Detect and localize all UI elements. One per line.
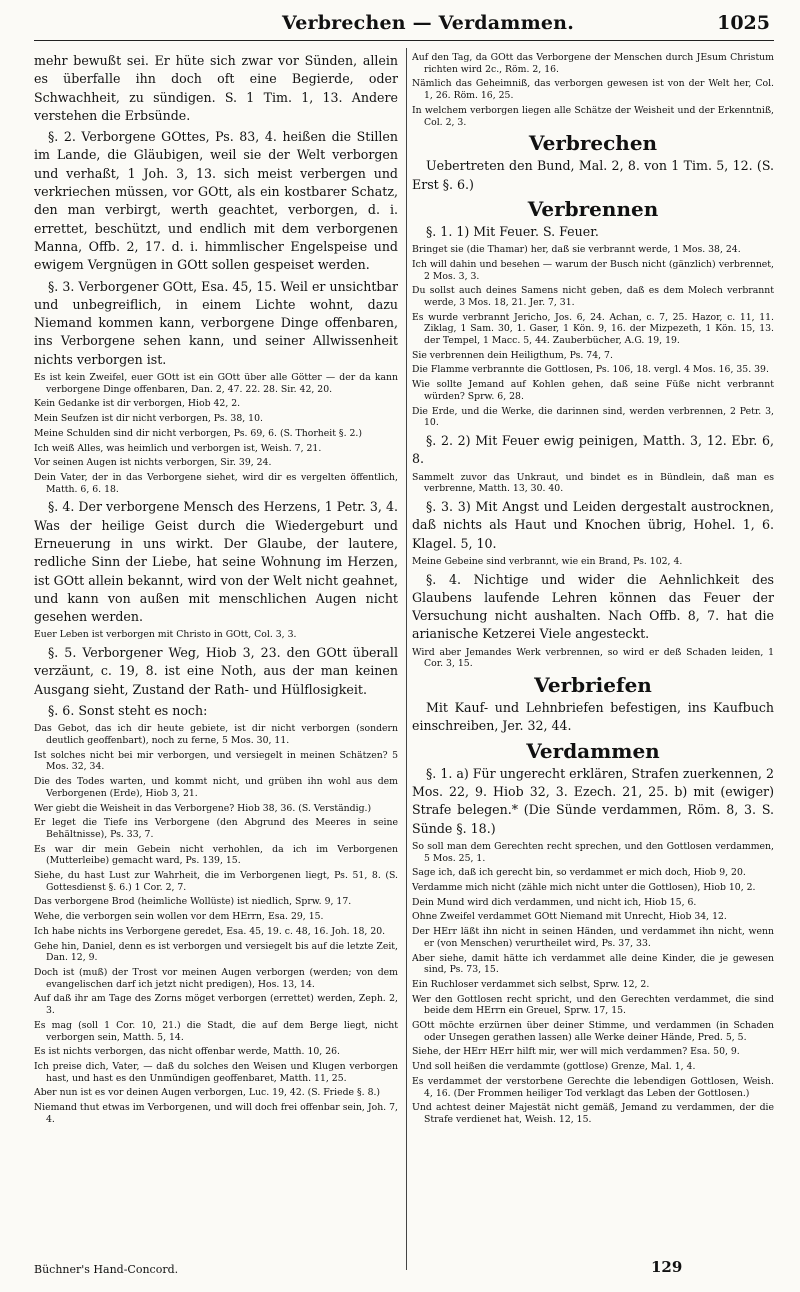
- paragraph: §. 5. Verborgener Weg, Hiob 3, 23. den GOtt überall verzäunt, c. 19, 8. ist eine Noth, aus der man keinen Ausgang sieht, Zustand der Rath- und Hülflosigkeit.: [34, 645, 398, 697]
- citation: In welchem verborgen liegen alle Schätze der Weisheit und der Erkenntniß, Col. 2, 3.: [412, 104, 774, 128]
- citation: Doch ist (muß) der Trost vor meinen Augen verborgen (werden; von dem evangelischen darf ich jetzt nicht predigen), Hos. 13, 14.: [34, 967, 398, 990]
- citation: Das verborgene Brod (heimliche Wollüste) ist niedlich, Sprw. 9, 17.: [34, 896, 352, 908]
- citation: Meine Schulden sind dir nicht verborgen, Ps. 69, 6. (S. Thorheit §. 2.): [34, 427, 362, 439]
- citation: Ich habe nichts ins Verborgene geredet, Esa. 45, 19. c. 48, 16. Joh. 18, 20.: [34, 925, 386, 937]
- paragraph: §. 4. Der verborgene Mensch des Herzens, 1 Petr. 3, 4. Was der heilige Geist durch die Wiedergeburt und Erneuerung in uns wirkt. Der Glaube, der lautere, redliche Sinn der Liebe, hat seine Wohnung im Herzen, ist GOtt allein bekannt, wird von der Welt nicht geahnet, und kann von außen mit menschlichen Augen nicht gesehen werden.: [34, 499, 398, 625]
- paragraph: Mit Kauf- und Lehnbriefen befestigen, ins Kaufbuch einschreiben, Jer. 32, 44.: [412, 700, 774, 734]
- citation: Er leget die Tiefe ins Verborgene (den Abgrund des Meeres in seine Behältnisse), Ps. 33, 7.: [34, 817, 398, 840]
- citation: Sie verbrennen dein Heiligthum, Ps. 74, 7.: [412, 349, 613, 361]
- citation: Wer giebt die Weisheit in das Verborgene? Hiob 38, 36. (S. Verständig.): [34, 802, 372, 814]
- paragraph: §. 3. 3) Mit Angst und Leiden dergestalt austrocknen, daß nichts als Haut und Knochen übrig, Hohel. 1, 6. Klagel. 5, 10.: [412, 498, 774, 551]
- entry-heading: Verbrechen: [528, 131, 658, 156]
- citation: Meine Gebeine sind verbrannt, wie ein Brand, Ps. 102, 4.: [412, 555, 683, 567]
- paragraph: §. 3. Verborgener GOtt, Esa. 45, 15. Weil er unsichtbar und unbegreiflich, in einem Lichte wohnt, dazu Niemand kommen kann, verborgene Dinge offenbaren, ins Verborgene sehen kann, und seiner Allwissenheit nichts verborgen ist.: [34, 278, 398, 367]
- running-head-title: Verbrechen — Verdammen.: [282, 12, 575, 34]
- paragraph: §. 1. 1) Mit Feuer. S. Feuer.: [426, 223, 599, 239]
- citation: Ist solches nicht bei mir verborgen, und versiegelt in meinen Schätzen? 5 Mos. 32, 34.: [34, 749, 398, 773]
- citation: Es war dir mein Gebein nicht verhohlen, da ich im Verborgenen (Mutterleibe) gemacht ward, Ps. 139, 15.: [34, 843, 398, 867]
- citation: Es ist kein Zweifel, euer GOtt ist ein GOtt über alle Götter — der da kann verborgene Dinge offenbaren, Dan. 2, 47. 22. 28. Sir. 42, 20.: [34, 372, 398, 395]
- citation: Ich preise dich, Vater, — daß du solches den Weisen und Klugen verborgen hast, und hast es den Unmündigen geoffenbaret, Matth. 11, 25.: [34, 1060, 398, 1084]
- citation: Siehe, der HErr HErr hilft mir, wer will mich verdammen? Esa. 50, 9.: [412, 1046, 740, 1058]
- page-header: [34, 12, 770, 38]
- citation: Die des Todes warten, und kommt nicht, und grüben ihn wohl aus dem Verborgenen (Erde), Hiob 3, 21.: [34, 776, 398, 799]
- citation: Wird aber Jemandes Werk verbrennen, so wird er deß Schaden leiden, 1 Cor. 3, 15.: [412, 646, 774, 670]
- paragraph: Uebertreten den Bund, Mal. 2, 8. von 1 Tim. 5, 12. (S. Erst §. 6.): [412, 158, 774, 192]
- citation: Euer Leben ist verborgen mit Christo in GOtt, Col. 3, 3.: [34, 629, 297, 641]
- citation: Dein Mund wird dich verdammen, und nicht ich, Hiob 15, 6.: [412, 896, 697, 908]
- citation: Ohne Zweifel verdammet GOtt Niemand mit Unrecht, Hiob 34, 12.: [412, 911, 727, 923]
- paragraph: §. 6. Sonst steht es noch:: [48, 703, 208, 719]
- citation: Niemand thut etwas im Verborgenen, und will doch frei offenbar sein, Joh. 7, 4.: [34, 1102, 398, 1125]
- citation: Nämlich das Geheimniß, das verborgen gewesen ist von der Welt her, Col. 1, 26. Röm. 16, 25.: [412, 78, 774, 102]
- citation: Du sollst auch deines Samens nicht geben, daß es dem Molech verbrannt werde, 3 Mos. 18, 21. Jer. 7, 31.: [412, 285, 774, 308]
- citation: Auf daß ihr am Tage des Zorns möget verborgen (errettet) werden, Zeph. 2, 3.: [34, 993, 398, 1017]
- footer-signature: Büchner's Hand-Concord.: [34, 1263, 179, 1276]
- citation: Auf den Tag, da GOtt das Verborgene der Menschen durch JEsum Christum richten wird 2c., Röm. 2, 16.: [412, 52, 774, 75]
- citation: Sage ich, daß ich gerecht bin, so verdammet er mich doch, Hiob 9, 20.: [412, 867, 746, 879]
- paragraph: mehr bewußt sei. Er hüte sich zwar vor Sünden, allein es überfalle ihn doch oft eine Begierde, oder Schwachheit, zu sündigen. S. 1 Tim. 1, 13. Andere verstehen die Erbsünde.: [34, 53, 398, 123]
- citation: Wehe, die verborgen sein wollen vor dem HErrn, Esa. 29, 15.: [34, 911, 324, 923]
- citation: Verdamme mich nicht (zähle mich nicht unter die Gottlosen), Hiob 10, 2.: [412, 882, 756, 894]
- entry-heading: Verbrennen: [527, 196, 659, 221]
- citation: Siehe, du hast Lust zur Wahrheit, die im Verborgenen liegt, Ps. 51, 8. (S. Gottesdienst §. 6.) 1 Cor. 2, 7.: [34, 870, 398, 893]
- citation: Ich will dahin und besehen — warum der Busch nicht (gänzlich) verbrennet, 2 Mos. 3, 3.: [412, 258, 774, 282]
- citation: Die Erde, und die Werke, die darinnen sind, werden verbrennen, 2 Petr. 3, 10.: [412, 405, 774, 429]
- column-separator: [406, 48, 407, 1270]
- citation: So soll man dem Gerechten recht sprechen, und den Gottlosen verdammen, 5 Mos. 25, 1.: [412, 840, 774, 864]
- citation: Das Gebot, das ich dir heute gebiete, ist dir nicht verborgen (sondern deutlich geoffenbart), noch zu ferne, 5 Mos. 30, 11.: [34, 723, 398, 747]
- citation: Wie sollte Jemand auf Kohlen gehen, daß seine Füße nicht verbrannt würden? Sprw. 6, 28.: [412, 379, 774, 402]
- citation: Mein Seufzen ist dir nicht verborgen, Ps. 38, 10.: [34, 413, 263, 425]
- paragraph: §. 4. Nichtige und wider die Aehnlichkeit des Glaubens laufende Lehren können das Feuer der Versuchung nicht aushalten. Nach Offb. 8, 7. hat die arianische Ketzerei Viele angesteckt.: [412, 571, 774, 642]
- citation: Es wurde verbrannt Jericho, Jos. 6, 24. Achan, c. 7, 25. Hazor, c. 11, 11. Ziklag, 1 Sam. 30, 1. Gaser, 1 Kön. 9, 16. der Mizpezeth, 1 Kön. 15, 13. der Tempel, 1 Macc. 5, 44. Zauberbücher, A.G. 19, 19.: [412, 311, 774, 347]
- citation: Es verdammet der verstorbene Gerechte die lebendigen Gottlosen, Weish. 4, 16. (Der Frommen heiliger Tod verklagt das Leben der Gottlosen.): [412, 1075, 774, 1099]
- citation: Gehe hin, Daniel, denn es ist verborgen und versiegelt bis auf die letzte Zeit, Dan. 12, 9.: [34, 940, 398, 964]
- entry-heading: Verdammen: [526, 738, 660, 763]
- page-number: 1025: [717, 12, 770, 34]
- entry-heading: Verbriefen: [534, 673, 652, 698]
- header-rule: [34, 40, 774, 41]
- citation: Ich weiß Alles, was heimlich und verborgen ist, Weish. 7, 21.: [34, 442, 322, 454]
- citation: Der HErr läßt ihn nicht in seinen Händen, und verdammet ihn nicht, wenn er (von Menschen) verurtheilet wird, Ps. 37, 33.: [412, 926, 774, 949]
- right-column: [412, 52, 774, 1256]
- citation: Es mag (soll 1 Cor. 10, 21.) die Stadt, die auf dem Berge liegt, nicht verborgen sein, Matth. 5, 14.: [34, 1019, 398, 1043]
- citation: Und achtest deiner Majestät nicht gemäß, Jemand zu verdammen, der die Strafe verdienet hat, Weish. 12, 15.: [412, 1102, 774, 1125]
- citation: GOtt möchte erzürnen über deiner Stimme, und verdammen (in Schaden oder Unsegen gerathen lassen) alle Werke deiner Hände, Pred. 5, 5.: [412, 1020, 774, 1043]
- paragraph: §. 2. 2) Mit Feuer ewig peinigen, Matth. 3, 12. Ebr. 6, 8.: [412, 432, 774, 467]
- paragraph: §. 2. Verborgene GOttes, Ps. 83, 4. heißen die Stillen im Lande, die Gläubigen, weil sie der Welt verborgen und verhaßt, 1 Joh. 3, 13. sich meist verbergen und verkriechen müssen, vor GOtt, als ein kostbarer Schatz, den man verbirgt, werth geachtet, verborgen, d. i. errettet, beschützt, und endlich mit dem verborgenen Manna, Offb. 2, 17. d. i. himmlischer Engelspeise und ewigem Vergnügen in GOtt sollen gespeiset werden.: [34, 129, 398, 273]
- citation: Bringet sie (die Thamar) her, daß sie verbrannt werde, 1 Mos. 38, 24.: [412, 244, 741, 256]
- citation: Es ist nichts verborgen, das nicht offenbar werde, Matth. 10, 26.: [34, 1046, 340, 1058]
- citation: Aber siehe, damit hätte ich verdammet alle deine Kinder, die je gewesen sind, Ps. 73, 15.: [412, 952, 774, 976]
- paragraph: §. 1. a) Für ungerecht erklären, Strafen zuerkennen, 2 Mos. 22, 9. Hiob 32, 3. Ezech. 21, 25. b) mit (ewiger) Strafe belegen.* (Die Sünde verdammen, Röm. 8, 3. S. Sünde §. 18.): [412, 765, 774, 836]
- citation: Vor seinen Augen ist nichts verborgen, Sir. 39, 24.: [34, 457, 272, 469]
- left-column: [34, 52, 398, 1256]
- sheet-number: 129: [651, 1258, 683, 1276]
- citation: Ein Ruchloser verdammet sich selbst, Sprw. 12, 2.: [412, 978, 650, 990]
- citation: Kein Gedanke ist dir verborgen, Hiob 42, 2.: [34, 398, 241, 410]
- citation: Wer den Gottlosen recht spricht, und den Gerechten verdammet, die sind beide dem HErrn ein Greuel, Sprw. 17, 15.: [412, 993, 774, 1017]
- citation: Aber nun ist es vor deinen Augen verborgen, Luc. 19, 42. (S. Friede §. 8.): [34, 1087, 381, 1099]
- citation: Sammelt zuvor das Unkraut, und bindet es in Bündlein, daß man es verbrenne, Matth. 13, 30. 40.: [412, 471, 774, 495]
- citation: Dein Vater, der in das Verborgene siehet, wird dir es vergelten öffentlich, Matth. 6, 6. 18.: [34, 471, 398, 495]
- citation: Die Flamme verbrannte die Gottlosen, Ps. 106, 18. vergl. 4 Mos. 16, 35. 39.: [412, 364, 769, 376]
- citation: Und soll heißen die verdammte (gottlose) Grenze, Mal. 1, 4.: [412, 1061, 696, 1073]
